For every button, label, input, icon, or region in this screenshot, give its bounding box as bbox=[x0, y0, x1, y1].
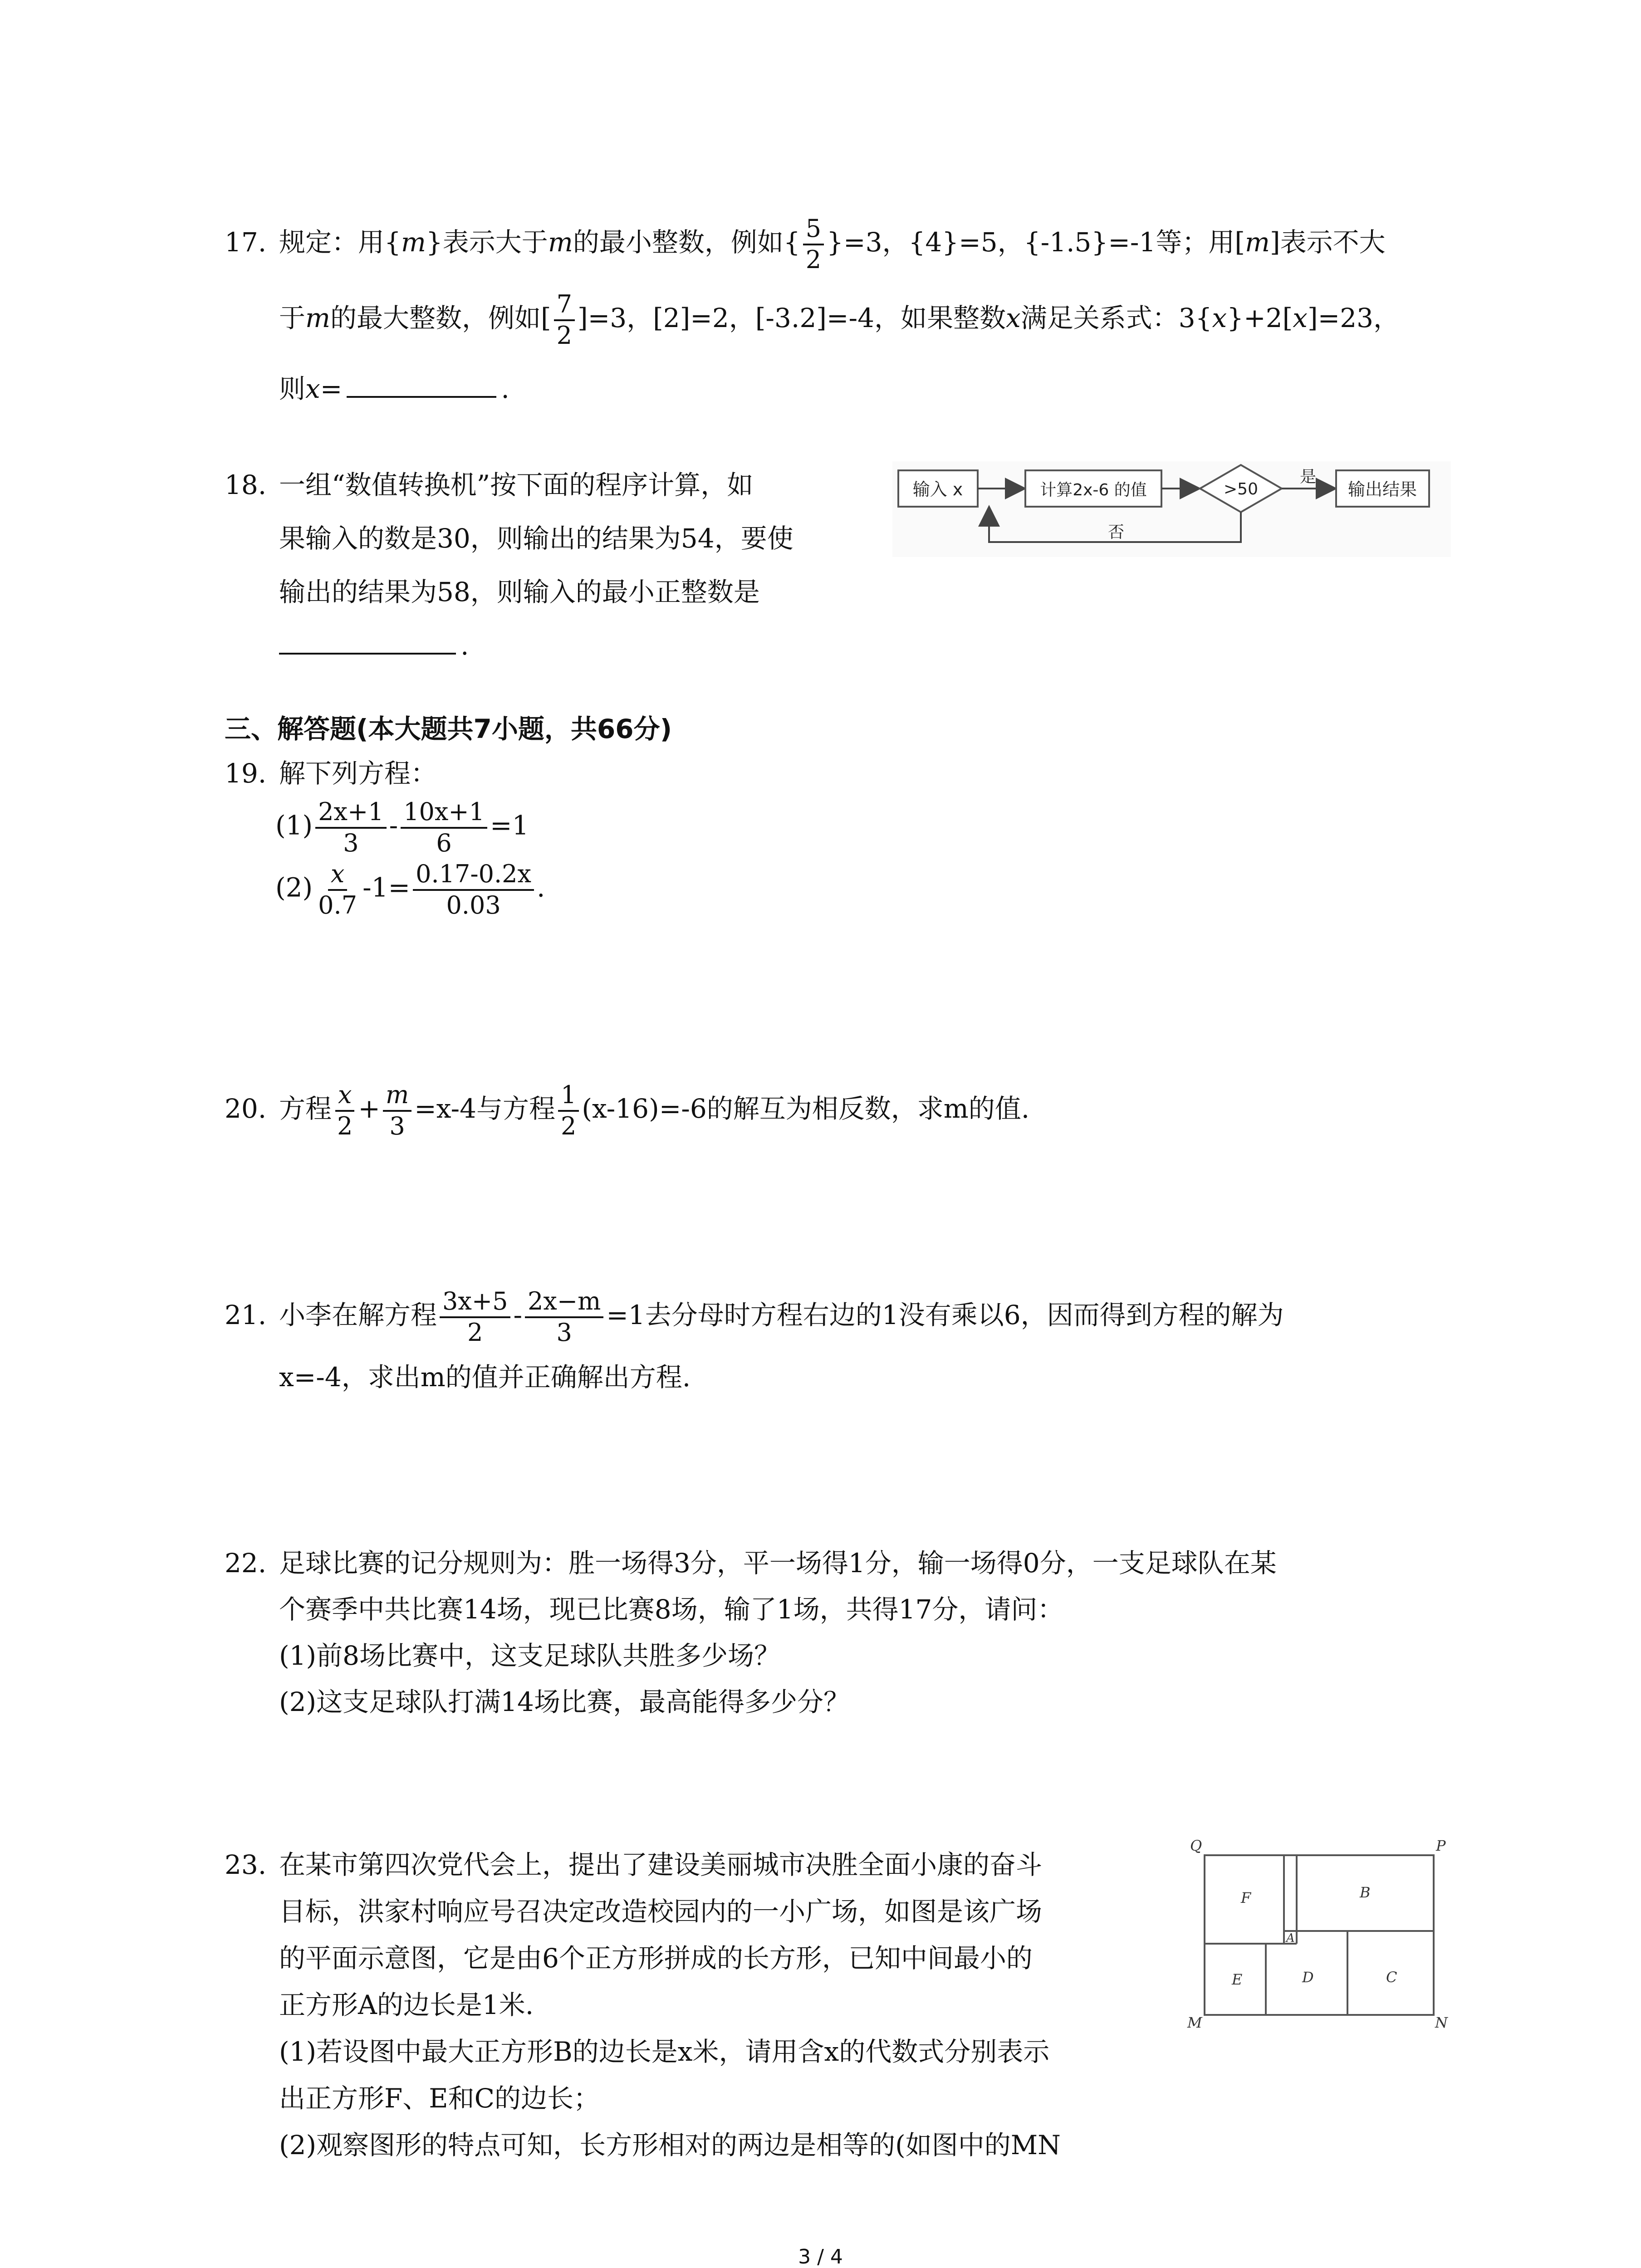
square-F-label: F bbox=[1241, 1889, 1251, 1906]
question-number: 18. bbox=[225, 469, 267, 500]
svg-text:输出结果: 输出结果 bbox=[1347, 479, 1417, 499]
section-heading: 三、解答题(本大题共7小题，共66分) bbox=[225, 714, 672, 744]
svg-text:>50: >50 bbox=[1224, 480, 1258, 499]
fraction-7-2: $\frac{7}{2}$ bbox=[554, 292, 575, 348]
square-E-label: E bbox=[1232, 1971, 1243, 1988]
conversion-flowchart bbox=[892, 460, 1452, 558]
answer-blank[interactable] bbox=[279, 626, 456, 655]
svg-text:P: P bbox=[1436, 1837, 1446, 1854]
square-tiling-figure bbox=[1177, 1835, 1448, 2031]
output-box bbox=[1336, 470, 1429, 507]
question-18: 18. 一组“数值转换机”按下面的程序计算，如 果输入的数是30，则输出的结果为54，要使 输出的结果为58，则输入的最小正整数是 . bbox=[225, 458, 794, 672]
question-number: 21. bbox=[225, 1300, 267, 1330]
input-box bbox=[898, 470, 978, 507]
page-number: 3 / 4 bbox=[798, 2245, 843, 2268]
question-23: 23. 在某市第四次党代会上，提出了建设美丽城市决胜全面小康的奋斗 目标，洪家村响应号召决定改造校园内的一小广场，如图是该广场 的平面示意图，它是由6个正方形拼成的长方形，已知中间最小的 正方形A的边长是1米. (1)若设图中最大正方形B的边长是x米，请用含x的代数式分别表示 出正方形F、E和C的边长； (2)观察图形的特点可知，长方形相对的两边是相等的(如图中的MN bbox=[225, 1842, 1061, 2169]
square-B-label: B bbox=[1360, 1884, 1371, 1901]
question-17: 17. 规定：用{m}表示大于m的最小整数，例如{ $\frac{5}{2}$ }=3，{4}=5，{-1.5}=-1等；用[m]表示不大 于m的最大整数，例如[ $\frac{7}{2}$ ]=3，[2]=2，[-3.2]=-4，如果整数x满足关系式：3{x}+2[x]=23， 则x= . bbox=[225, 214, 1400, 405]
svg-text:输入 x: 输入 x bbox=[912, 479, 963, 499]
no-label: 否 bbox=[1107, 523, 1125, 542]
question-21: 21. 小李在解方程 $\frac{3x+5}{2}$ - $\frac{2x-m}{3}$ =1去分母时方程右边的1没有乘以6，因而得到方程的解为 x=-4，求出m的值并正确解出方程. bbox=[225, 1287, 1284, 1393]
square-C-label: C bbox=[1386, 1969, 1397, 1986]
svg-text:N: N bbox=[1435, 2014, 1448, 2031]
question-number: 20. bbox=[225, 1093, 267, 1124]
question-19: 19. 解下列方程： (1) $\frac{2x+1}{3}$ - $\frac{10x+1}{6}$ =1 (2) $\frac{x}{0.7}$ -1= $\frac{0.17-0.2x}{0.03}$ . bbox=[225, 753, 545, 919]
question-number: 23. bbox=[225, 1849, 267, 1880]
svg-text:M: M bbox=[1187, 2014, 1202, 2031]
question-22: 22. 足球比赛的记分规则为：胜一场得3分，平一场得1分，输一场得0分，一支足球队在某 个赛季中共比赛14场，现已比赛8场，输了1场，共得17分，请问： (1)前8场比赛中，这支足球队共胜多少场？ (2)这支足球队打满14场比赛，最高能得多少分？ bbox=[225, 1540, 1277, 1725]
question-number: 19. bbox=[225, 758, 267, 789]
square-D-label: D bbox=[1302, 1969, 1314, 1986]
question-number: 22. bbox=[225, 1548, 267, 1579]
question-20: 20. 方程 $\frac{x}{2}$ + $\frac{m}{3}$ =x-4与方程 $\frac{1}{2}$ (x-16)=-6的解互为相反数，求m的值. bbox=[225, 1080, 1030, 1140]
square-A-label: A bbox=[1286, 1931, 1295, 1945]
answer-blank[interactable] bbox=[347, 370, 496, 398]
question-number: 17. bbox=[225, 227, 267, 258]
yes-label: 是 bbox=[1299, 468, 1317, 486]
svg-text:Q: Q bbox=[1190, 1837, 1202, 1854]
svg-text:计算2x-6 的值: 计算2x-6 的值 bbox=[1040, 481, 1147, 499]
fraction-5-2: $\frac{5}{2}$ bbox=[803, 216, 824, 273]
compute-box bbox=[1025, 470, 1161, 507]
